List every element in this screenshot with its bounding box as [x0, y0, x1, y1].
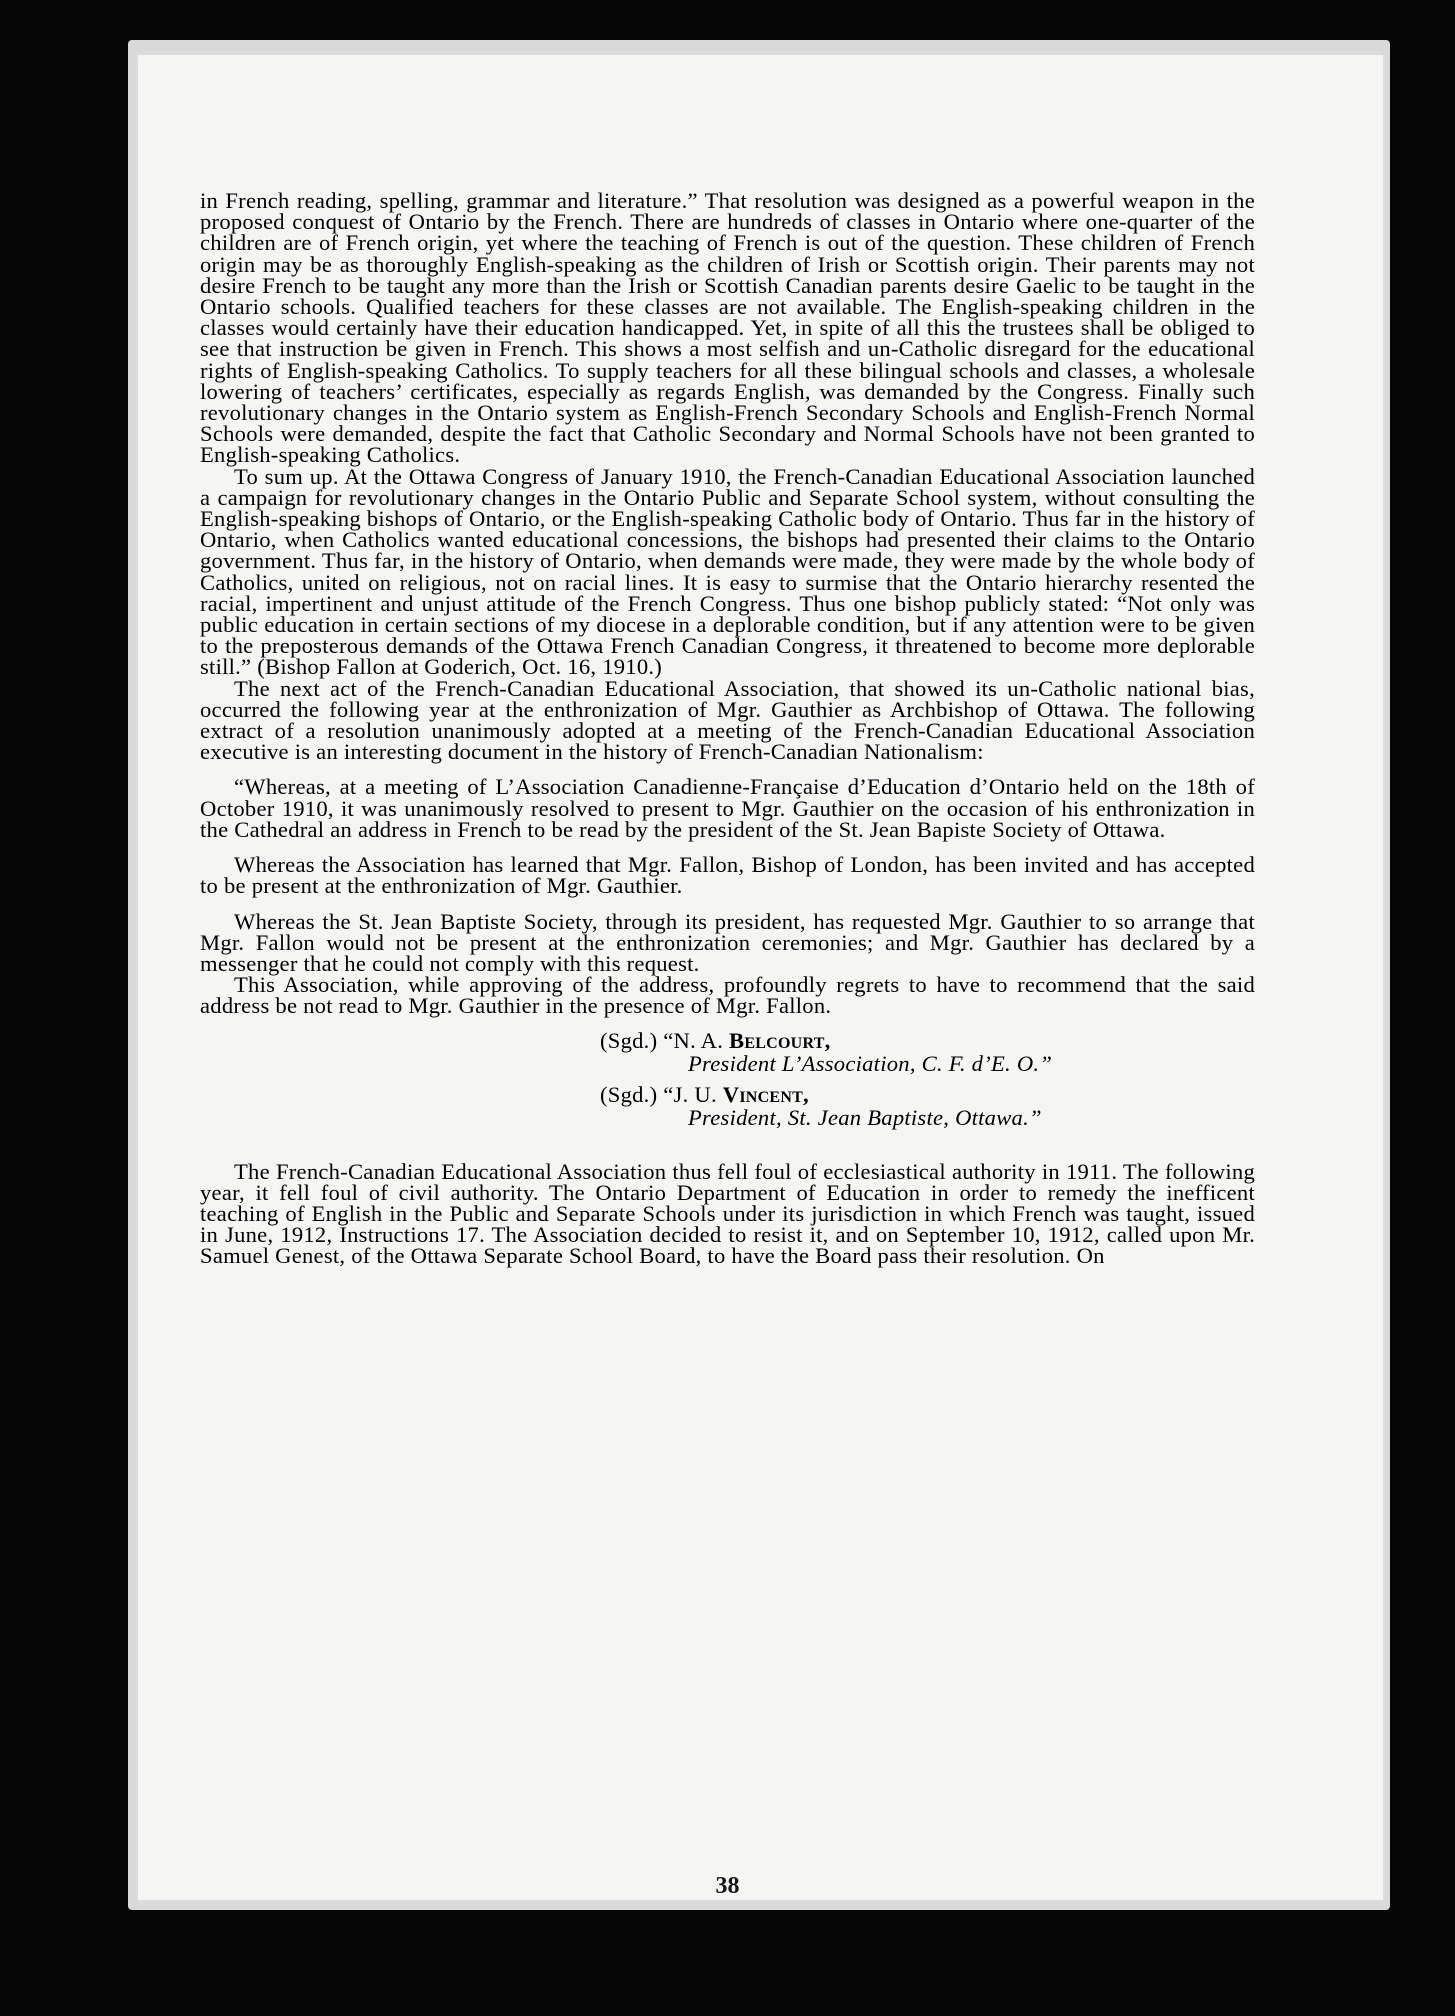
signature-block-vincent: [200, 1083, 1255, 1129]
signature-line: [600, 1029, 1255, 1052]
signatory-title: President, St. Jean Baptiste, Ottawa.”: [688, 1104, 1042, 1130]
quoted-resolution-paragraph: “Whereas, at a meeting of L’Association Canadienne-Française d’Education d’Ontario held on the 18th of October 1910, it was unanimously resolved to present to Mgr. Gauthier on the occasion of his enthronization in the Cathedral an address in French to be read by the president of the St. Jean Bapiste Society of Ottawa.: [200, 774, 1255, 842]
quoted-resolution-paragraph: Whereas the St. Jean Baptiste Society, through its president, has requested Mgr. Gauthier to so arrange that Mgr. Fallon would not be present at the enthronization ceremonies; and Mgr. Gauthier has declared by a messenger that he could not comply with this request.: [200, 908, 1255, 976]
signatory-name: Vincent,: [722, 1081, 809, 1107]
signature-prefix: (Sgd.) “N. A.: [600, 1027, 730, 1053]
page-body-text: [200, 190, 1255, 1267]
body-paragraph: To sum up. At the Ottawa Congress of January 1910, the French-Canadian Educational Association launched a campaign for revolutionary changes in the Ontario Public and Separate School system, without consulting the English-speaking bishops of Ontario, or the English-speaking Catholic body of Ontario. Thus far in the history of Ontario, when Catholics wanted educational concessions, the bishops had presented their claims to the Ontario government. Thus far, in the history of Ontario, when demands were made, they were made by the whole body of Catholics, united on religious, not on racial lines. It is easy to surmise that the Ontario hierarchy resented the racial, impertinent and unjust attitude of the French Congress. Thus one bishop publicly stated: “Not only was public education in certain sections of my diocese in a deplorable condition, but if any attention were to be given to the preposterous demands of the Ottawa French Canadian Congress, it threatened to become more deplorable still.” (Bishop Fallon at Goderich, Oct. 16, 1910.): [200, 463, 1255, 680]
page-number: 38: [715, 1873, 740, 1899]
quoted-resolution-paragraph: This Association, while approving of the address, profoundly regrets to have to recommend that the said address be not read to Mgr. Gauthier in the presence of Mgr. Fallon.: [200, 972, 1255, 1019]
signature-prefix: (Sgd.) “J. U.: [600, 1081, 723, 1107]
signature-block-belcourt: [200, 1029, 1255, 1075]
body-paragraph: The next act of the French-Canadian Educational Association, that showed its un-Catholic national bias, occurred the following year at the enthronization of Mgr. Gauthier as Archbishop of Ottawa. The following extract of a resolution unanimously adopted at a meeting of the French-Canadian Educational Association executive is an interesting document in the history of French-Canadian Nationalism:: [200, 675, 1255, 765]
body-paragraph: The French-Canadian Educational Association thus fell foul of ecclesiastical authority in 1911. The following year, it fell foul of civil authority. The Ontario Department of Education in order to remedy the inefficent teaching of English in the Public and Separate Schools under its jurisdiction in which French was taught, issued in June, 1912, Instructions 17. The Association decided to resist it, and on September 10, 1912, called upon Mr. Samuel Genest, of the Ottawa Separate School Board, to have the Board pass their resolution. On: [200, 1158, 1255, 1269]
signature-line: [600, 1083, 1255, 1106]
signatory-name: Belcourt,: [729, 1027, 831, 1053]
body-paragraph: in French reading, spelling, grammar and literature.” That resolution was designed as a powerful weapon in the proposed conquest of Ontario by the French. There are hundreds of classes in Ontario where one-quarter of the children are of French origin, yet where the teaching of French is out of the question. These children of French origin may be as thoroughly English-speaking as the children of Irish or Scottish origin. Their parents may not desire French to be taught any more than the Irish or Scottish Canadian parents desire Gaelic to be taught in the Ontario schools. Qualified teachers for these classes are not available. The English-speaking children in the classes would certainly have their education handicapped. Yet, in spite of all this the trustees shall be obliged to see that instruction be given in French. This shows a most selfish and un-Catholic disregard for the educational rights of English-speaking Catholics. To supply teachers for all these bilingual schools and classes, a wholesale lowering of teachers’ certificates, especially as regards English, was demanded by the Congress. Finally such revolutionary changes in the Ontario system as English-French Secondary Schools and English-French Normal Schools were demanded, despite the fact that Catholic Secondary and Normal Schools have not been granted to English-speaking Catholics.: [200, 188, 1255, 468]
quoted-resolution-paragraph: Whereas the Association has learned that Mgr. Fallon, Bishop of London, has been invited and has accepted to be present at the enthronization of Mgr. Gauthier.: [200, 852, 1255, 899]
signatory-title: President L’Association, C. F. d’E. O.”: [688, 1050, 1053, 1076]
